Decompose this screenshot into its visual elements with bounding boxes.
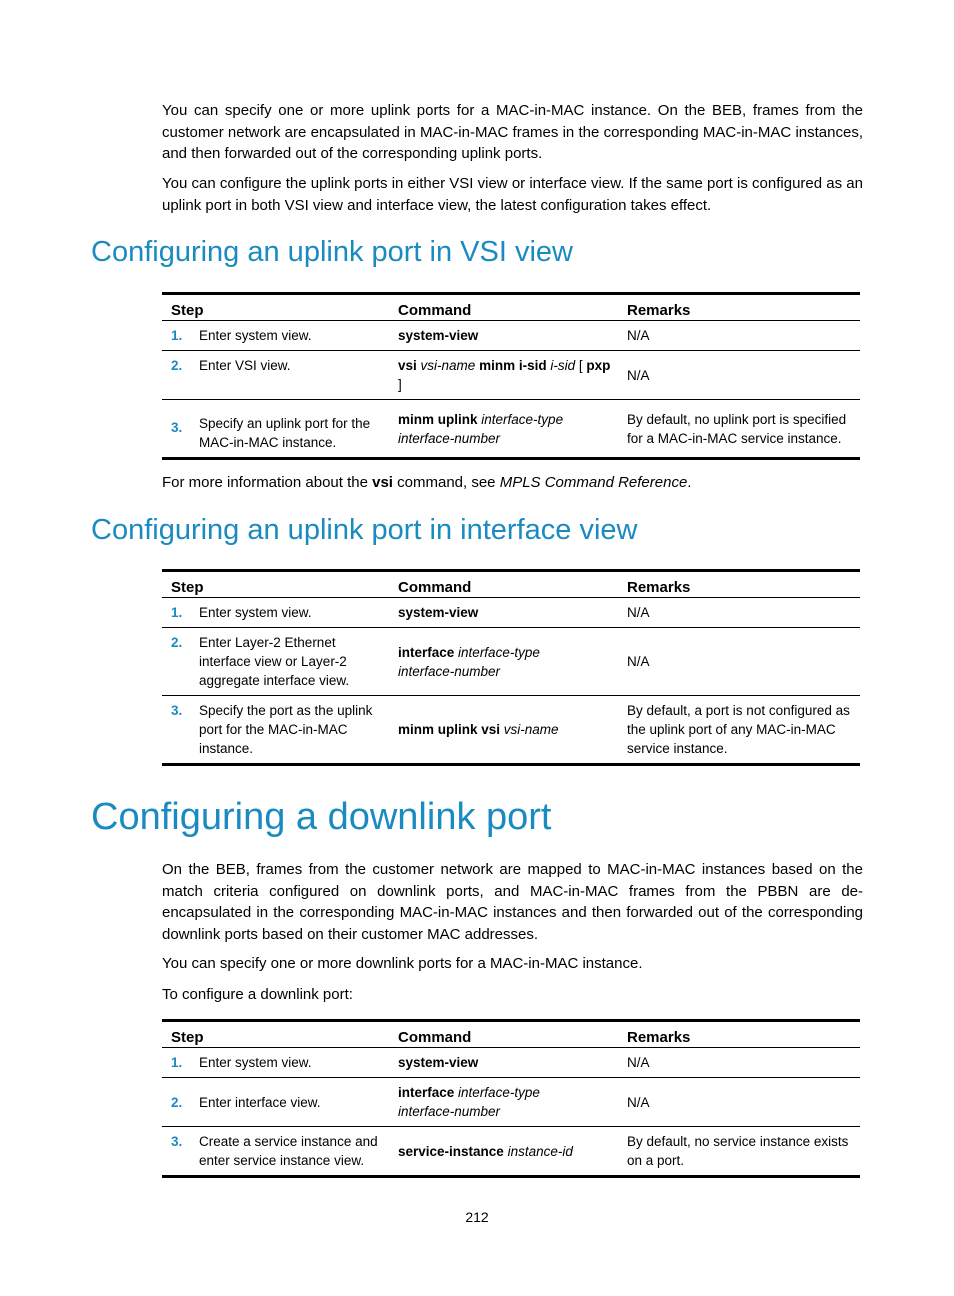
step-number: 2. xyxy=(162,1078,199,1127)
header-command: Command xyxy=(389,571,618,598)
header-remarks: Remarks xyxy=(618,1021,860,1048)
table-row xyxy=(162,321,860,351)
step-number: 3. xyxy=(171,1134,183,1149)
command-bracket: [ xyxy=(578,358,583,373)
table-row xyxy=(162,598,860,628)
command-cell xyxy=(389,400,618,459)
step-text: Specify the port as the uplink port for the MAC-in-MAC instance. xyxy=(199,703,373,756)
table-header-row xyxy=(162,294,860,321)
command-cell xyxy=(389,351,618,400)
table-row xyxy=(162,628,860,696)
table-row xyxy=(162,400,860,459)
command-cell xyxy=(389,321,618,351)
step-number: 1. xyxy=(162,598,199,628)
section-title-interface: Configuring an uplink port in interface view xyxy=(91,514,638,546)
command-cell xyxy=(389,696,618,765)
remarks-cell: N/A xyxy=(618,628,860,696)
step-text: Enter system view. xyxy=(199,1048,389,1078)
table-header-row xyxy=(162,1021,860,1048)
command-argument: interface-number xyxy=(398,430,501,446)
vsi-reference-note xyxy=(162,472,863,494)
header-remarks: Remarks xyxy=(618,571,860,598)
command-keyword: minm i-sid xyxy=(479,358,547,373)
command-argument: vsi-name xyxy=(420,358,476,373)
page-number: 212 xyxy=(465,1209,489,1225)
step-text: Enter system view. xyxy=(199,321,389,351)
header-command: Command xyxy=(389,1021,618,1048)
step-number: 3. xyxy=(171,703,183,718)
table-row xyxy=(162,1078,860,1127)
step-number: 2. xyxy=(162,351,199,400)
step-text: Enter VSI view. xyxy=(199,351,389,400)
command-cell xyxy=(389,1048,618,1078)
command-cell xyxy=(389,598,618,628)
command-cell xyxy=(389,628,618,696)
steps-table-interface xyxy=(162,569,860,766)
header-step: Step xyxy=(162,571,389,598)
remarks-cell: N/A xyxy=(618,1048,860,1078)
command-keyword: system-view xyxy=(398,328,479,343)
downlink-paragraph-3: To configure a downlink port: xyxy=(162,986,353,1003)
command-argument: interface-type xyxy=(458,644,540,660)
step-text: Enter system view. xyxy=(199,598,389,628)
note-reference: MPLS Command Reference xyxy=(499,474,688,491)
command-argument: interface-type xyxy=(481,411,564,427)
step-text: Enter Layer-2 Ethernet interface view or Layer-2 aggregate interface view. xyxy=(199,628,389,696)
table-header-row xyxy=(162,571,860,598)
command-argument: vsi-name xyxy=(503,722,559,737)
intro-paragraph-2: You can configure the uplink ports in either VSI view or interface view. If the same port is configured as an uplink port in both VSI view and interface view, the latest configuration takes effect. xyxy=(162,175,863,214)
note-text: For more information about the xyxy=(162,474,368,491)
note-text: . xyxy=(687,474,692,491)
command-keyword: system-view xyxy=(398,1055,479,1070)
downlink-paragraph-2: You can specify one or more downlink ports for a MAC-in-MAC instance. xyxy=(162,955,643,972)
note-text: command, see xyxy=(397,474,496,491)
command-argument: interface-number xyxy=(398,1104,501,1119)
command-keyword: minm uplink vsi xyxy=(398,722,501,737)
steps-table-vsi xyxy=(162,292,860,460)
remarks-cell: N/A xyxy=(618,351,860,400)
remarks-cell: N/A xyxy=(618,598,860,628)
step-number: 1. xyxy=(162,1048,199,1078)
table-row xyxy=(162,696,860,765)
header-step: Step xyxy=(162,294,389,321)
header-step: Step xyxy=(162,1021,389,1048)
step-number: 3. xyxy=(171,420,183,435)
table-row xyxy=(162,351,860,400)
table-row xyxy=(162,1048,860,1078)
command-argument: i-sid xyxy=(550,358,576,373)
command-argument: instance-id xyxy=(507,1143,573,1159)
command-keyword: pxp xyxy=(586,358,611,373)
command-keyword: interface xyxy=(398,644,455,660)
command-keyword: minm uplink xyxy=(398,411,478,427)
command-keyword: service-instance xyxy=(398,1143,504,1159)
command-keyword: system-view xyxy=(398,605,479,620)
steps-table-downlink xyxy=(162,1019,860,1178)
downlink-paragraph-1: On the BEB, frames from the customer network are mapped to MAC-in-MAC instances based on the match criteria configured on downlink ports, and MAC-in-MAC frames from the PBBN are de-encapsulated in the corresponding MAC-in-MAC instances and then forwarded out of the corresponding downlink ports based on their customer MAC addresses. xyxy=(162,861,863,943)
command-argument: interface-number xyxy=(398,663,501,679)
header-command: Command xyxy=(389,294,618,321)
command-cell xyxy=(389,1127,618,1177)
remarks-cell: N/A xyxy=(618,321,860,351)
header-remarks: Remarks xyxy=(618,294,860,321)
command-cell xyxy=(389,1078,618,1127)
command-keyword: interface xyxy=(398,1085,455,1100)
step-number: 2. xyxy=(162,628,199,696)
intro-paragraph-1: You can specify one or more uplink ports for a MAC-in-MAC instance. On the BEB, frames from the customer network are encapsulated in MAC-in-MAC frames in the corresponding MAC-in-MAC instances, and then forwarded out of the corresponding uplink ports. xyxy=(162,102,863,162)
step-text: Specify an uplink port for the MAC-in-MAC instance. xyxy=(199,416,371,450)
section-title-downlink: Configuring a downlink port xyxy=(91,796,552,838)
section-title-vsi: Configuring an uplink port in VSI view xyxy=(91,236,573,268)
command-bracket: ] xyxy=(398,377,402,392)
command-argument: interface-type xyxy=(458,1085,540,1100)
table-row xyxy=(162,1127,860,1177)
step-text: Create a service instance and enter service instance view. xyxy=(199,1134,378,1168)
remarks-cell: N/A xyxy=(618,1078,860,1127)
remarks-cell: By default, no service instance exists on a port. xyxy=(627,1134,849,1168)
step-number: 1. xyxy=(162,321,199,351)
step-text: Enter interface view. xyxy=(199,1078,389,1127)
remarks-cell: By default, no uplink port is specified for a MAC-in-MAC service instance. xyxy=(627,411,847,446)
command-keyword: vsi xyxy=(398,358,417,373)
remarks-cell: By default, a port is not configured as the uplink port of any MAC-in-MAC service instance. xyxy=(627,703,850,756)
note-keyword: vsi xyxy=(372,474,393,491)
